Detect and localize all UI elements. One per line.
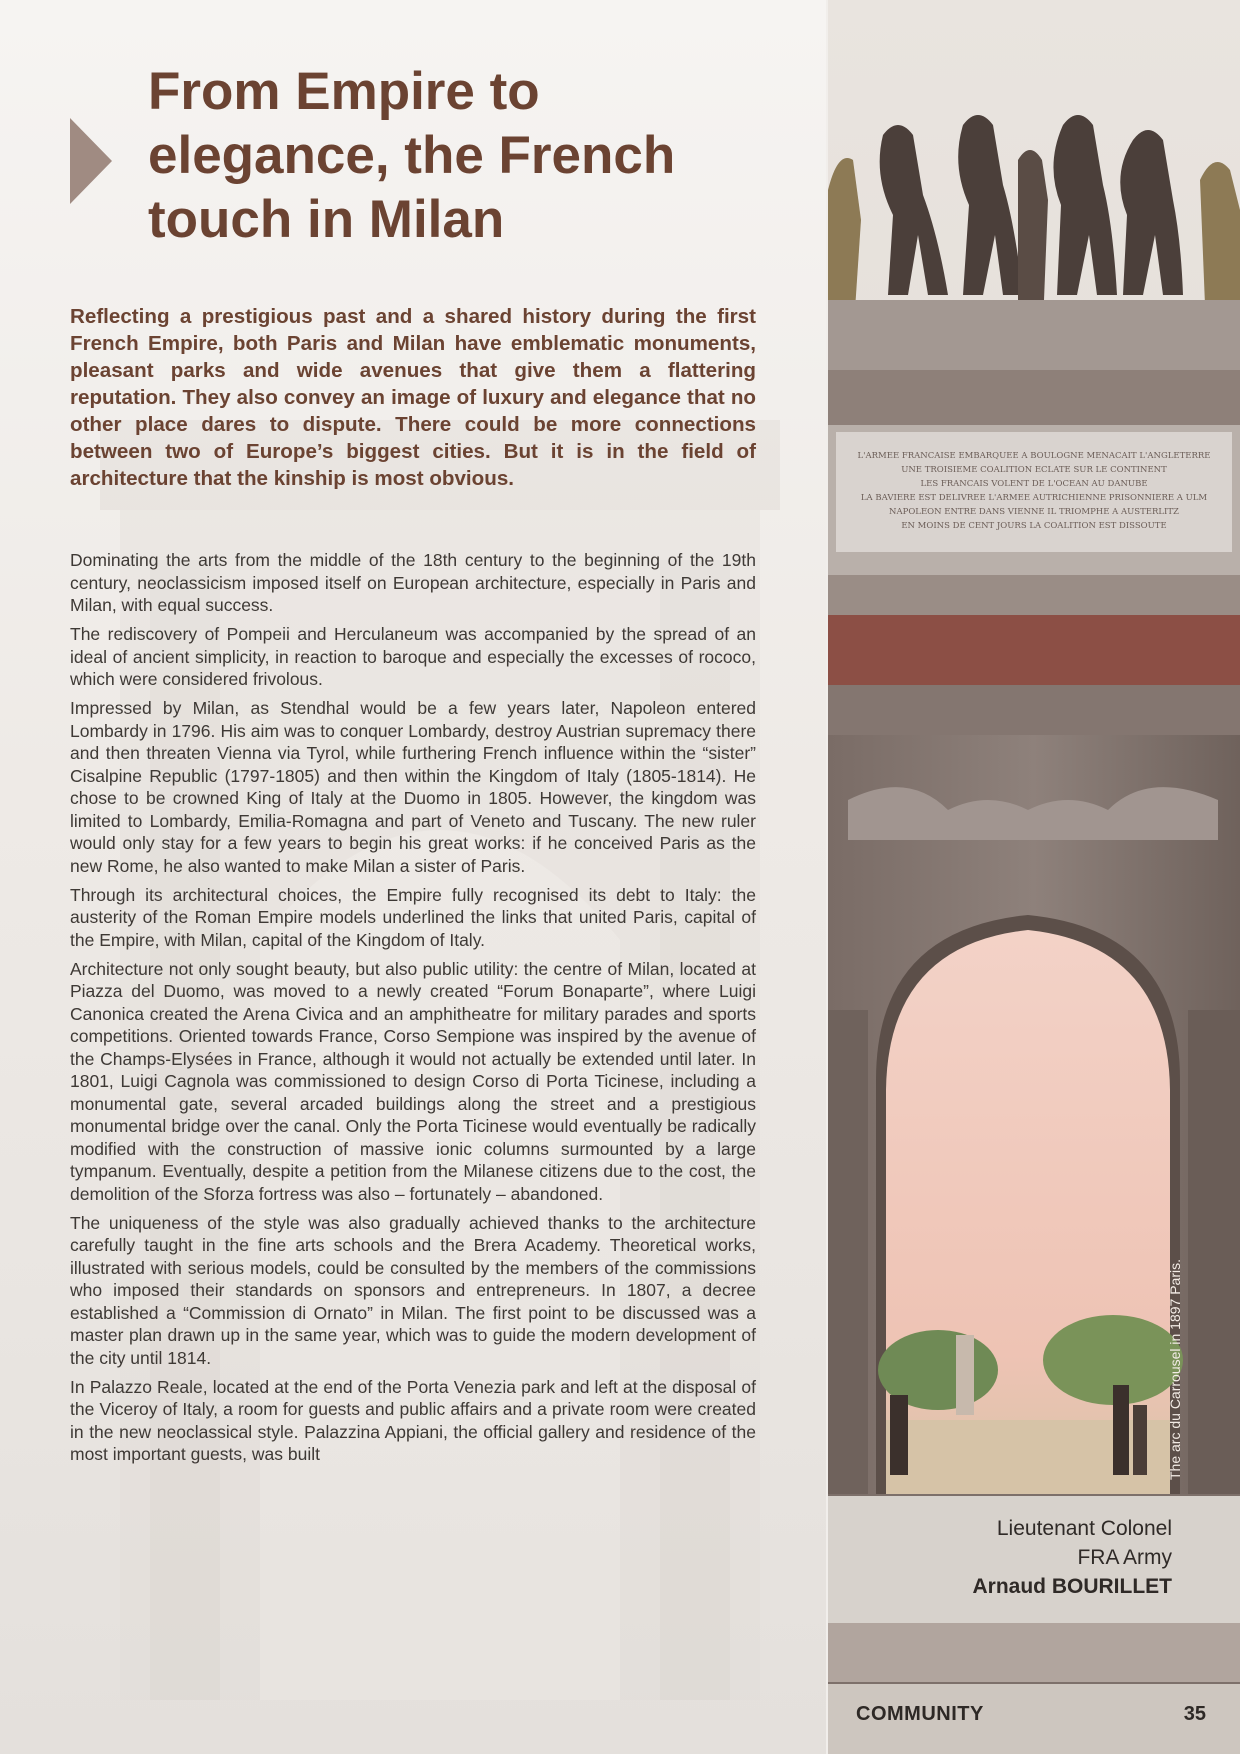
section-label: COMMUNITY xyxy=(856,1703,984,1725)
body-paragraph: The uniqueness of the style was also gradually achieved thanks to the architecture carefully taught in the fine arts schools and the Brera Academy. Theoretical works, illustrated with serious models, could be consulted by the members of the commissions who imposed their standards on sponsors and entrepreneurs. In 1807, a decree established a “Commission di Ornato” in Milan. The first point to be discussed was a master plan drawn up in the same year, which was to guide the modern development of the city until 1814. xyxy=(70,1212,756,1368)
divider-line xyxy=(828,1494,1240,1496)
inscription-line: NAPOLEON ENTRE DANS VIENNE IL TRIOMPHE A AUSTERLITZ xyxy=(889,507,1179,517)
decorative-band xyxy=(828,1623,1240,1682)
article-title: From Empire to elegance, the French touch in Milan xyxy=(148,62,676,249)
body-paragraph: In Palazzo Reale, located at the end of the Porta Venezia park and left at the disposal of the Viceroy of Italy, a room for guests and public affairs and a private room were created in the new neoclassical style. Palazzina Appiani, the official gallery and residence of the most important guests, was built xyxy=(70,1376,756,1464)
inscription-line: EN MOINS DE CENT JOURS LA COALITION EST DISSOUTE xyxy=(901,521,1167,531)
inscription-line: UNE TROISIEME COALITION ECLATE SUR LE CONTINENT xyxy=(901,465,1167,475)
author-block xyxy=(840,1514,1172,1601)
inscription-line: LES FRANCAIS VOLENT DE L'OCEAN AU DANUBE xyxy=(920,479,1148,489)
body-paragraph: The rediscovery of Pompeii and Herculaneum was accompanied by the spread of an ideal of ancient simplicity, in reaction to baroque and especially the excesses of rococo, which were considered frivolous. xyxy=(70,624,756,689)
author-rank: Lieutenant Colonel xyxy=(996,1517,1172,1540)
author-name: Arnaud BOURILLET xyxy=(972,1575,1172,1598)
inscription-line: L'ARMEE FRANCAISE EMBARQUEE A BOULOGNE MENACAIT L'ANGLETERRE xyxy=(857,451,1211,461)
article-lead: Reflecting a prestigious past and a shared history during the first French Empire, both Paris and Milan have emblematic monuments, pleasant parks and wide avenues that give them a flattering reputation. They also convey an image of luxury and elegance that no other place dares to dispute. There could be more connections between two of Europe’s biggest cities. But it is in the field of architecture that the kinship is most obvious. xyxy=(70,305,756,490)
body-paragraph: Dominating the arts from the middle of the 18th century to the beginning of the 19th century, neoclassicism imposed itself on European architecture, especially in Paris and Milan, with equal success. xyxy=(70,550,756,615)
body-paragraph: Through its architectural choices, the Empire fully recognised its debt to Italy: the austerity of the Roman Empire models underlined the links that united Paris, capital of the Empire, with Milan, capital of the Kingdom of Italy. xyxy=(70,884,756,950)
author-unit: FRA Army xyxy=(1077,1546,1172,1569)
title-arrow-marker xyxy=(70,118,112,204)
photo-caption: The arc du Carrousel in 1897 Paris. xyxy=(1167,1259,1183,1480)
body-paragraph: Impressed by Milan, as Stendhal would be a few years later, Napoleon entered Lombardy in 1796. His aim was to conquer Lombardy, destroy Austrian supremacy there and then threaten Vienna via Tyrol, while furthering French influence within the “sister” Cisalpine Republic (1797-1805) and then within the Kingdom of Italy (1805-1814). He chose to be crowned King of Italy at the Duomo in 1805. However, the kingdom was limited to Lombardy, Emilia-Romagna and part of Veneto and Tuscany. The new ruler would only stay for a few years to begin his great works: if he conceived Paris as the new Rome, he also wanted to make Milan a sister of Paris. xyxy=(70,698,756,876)
inscription-line: LA BAVIERE EST DELIVREE L'ARMEE AUTRICHIENNE PRISONNIERE A ULM xyxy=(860,493,1208,503)
page-number: 35 xyxy=(1183,1703,1206,1725)
article-body xyxy=(70,549,756,1472)
body-paragraph: Architecture not only sought beauty, but also public utility: the centre of Milan, located at Piazza del Duomo, was moved to a newly created “Forum Bonaparte”, where Luigi Canonica created the Arena Civica and an amphitheatre for military parades and sports competitions. Oriented towards France, Corso Sempione was inspired by the avenue of the Champs-Elysées in France, although it would not actually be extended until later. In 1801, Luigi Cagnola was commissioned to design Corso di Porta Ticinese, including a monumental gate, several arcaded buildings along the street and a prestigious monumental bridge over the canal. Only the Porta Ticinese would eventually be radically modified with the construction of massive ionic columns surmounted by a large tympanum. Eventually, despite a petition from the Milanese citizens due to the cost, the demolition of the Sforza fortress was also – fortunately – abandoned. xyxy=(70,958,756,1204)
